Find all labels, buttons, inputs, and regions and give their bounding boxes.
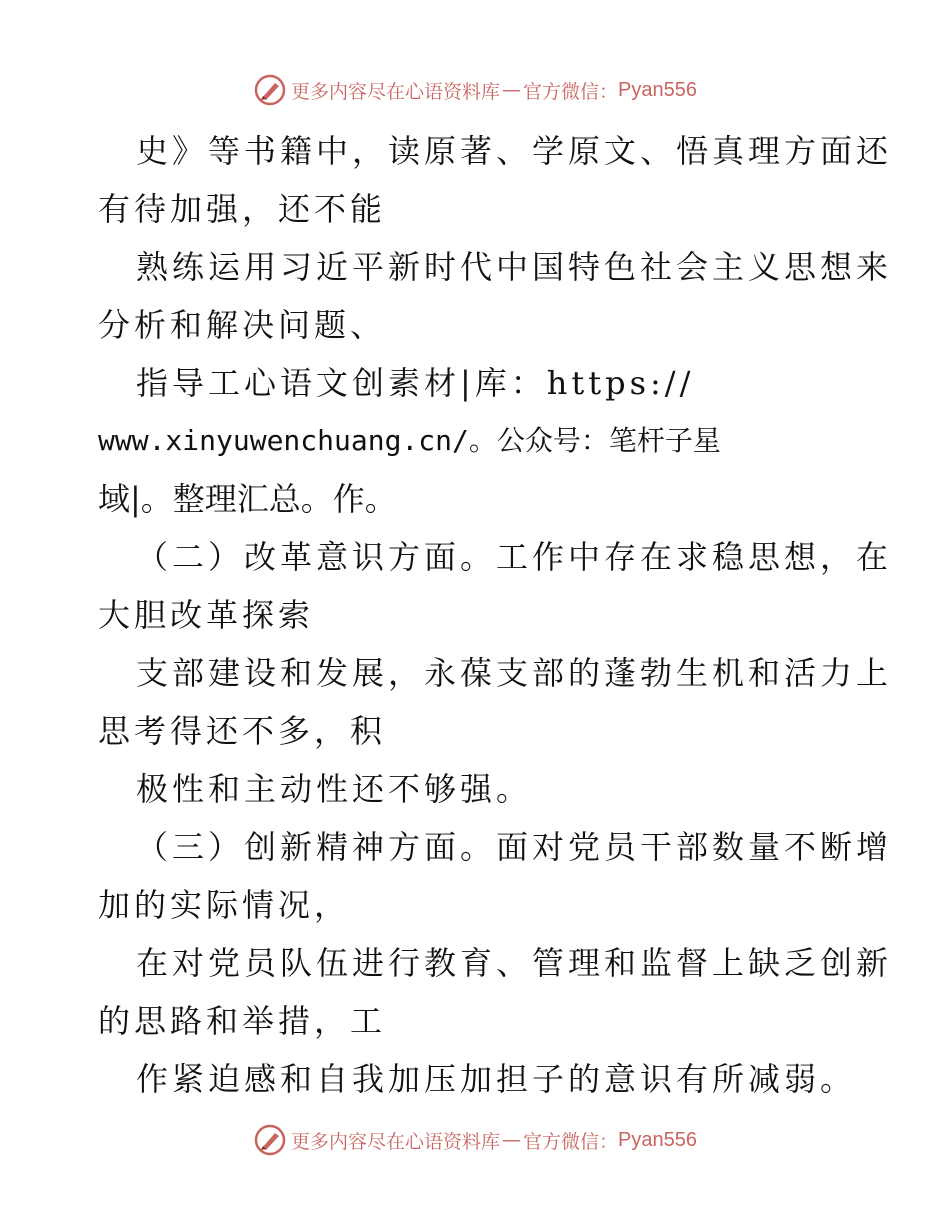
watermark-wechat-label: 官方微信： [523, 80, 619, 103]
text-line: （二）改革意识方面。工作中存在求稳思想，在 [136, 538, 893, 576]
pen-logo-icon [253, 1123, 287, 1157]
text-line: 支部建设和发展，永葆支部的蓬勃生机和活力上 [136, 654, 893, 692]
document-body [98, 122, 893, 1108]
text-line: 熟练运用习近平新时代中国特色社会主义思想来 [136, 248, 893, 286]
text-line: 思考得还不多，积 [98, 712, 387, 750]
watermark-text: 更多内容尽在心语资料库 [291, 80, 501, 103]
text-line: 域|。整理汇总。作。 [98, 480, 397, 518]
text-line: （三）创新精神方面。面对党员干部数量不断增 [136, 828, 893, 866]
watermark-dash: — [502, 1129, 522, 1151]
watermark-wechat-id: Pyan556 [618, 1128, 697, 1151]
footer-watermark [0, 1120, 950, 1160]
watermark-text: 更多内容尽在心语资料库 [291, 1130, 501, 1153]
header-watermark [0, 70, 950, 110]
text-line: www.xinyuwenchuang.cn/。公众号：笔杆子星 [98, 424, 721, 457]
text-line: 的思路和举措，工 [98, 1002, 387, 1040]
watermark-dash: — [502, 79, 522, 101]
watermark-wechat-id: Pyan556 [618, 78, 697, 101]
text-line: 分析和解决问题、 [98, 306, 387, 344]
text-line: 史》等书籍中，读原著、学原文、悟真理方面还 [136, 132, 893, 170]
text-line: 作紧迫感和自我加压加担子的意识有所减弱。 [136, 1060, 857, 1098]
watermark-wechat-label: 官方微信： [523, 1130, 619, 1153]
text-line: 大胆改革探索 [98, 596, 315, 634]
text-line: 指导工心语文创素材|库：https:// [136, 364, 695, 402]
text-line: 加的实际情况， [98, 886, 351, 924]
text-line: 有待加强，还不能 [98, 190, 387, 228]
pen-logo-icon [253, 73, 287, 107]
text-line: 在对党员队伍进行教育、管理和监督上缺乏创新 [136, 944, 893, 982]
text-line: 极性和主动性还不够强。 [136, 770, 533, 808]
